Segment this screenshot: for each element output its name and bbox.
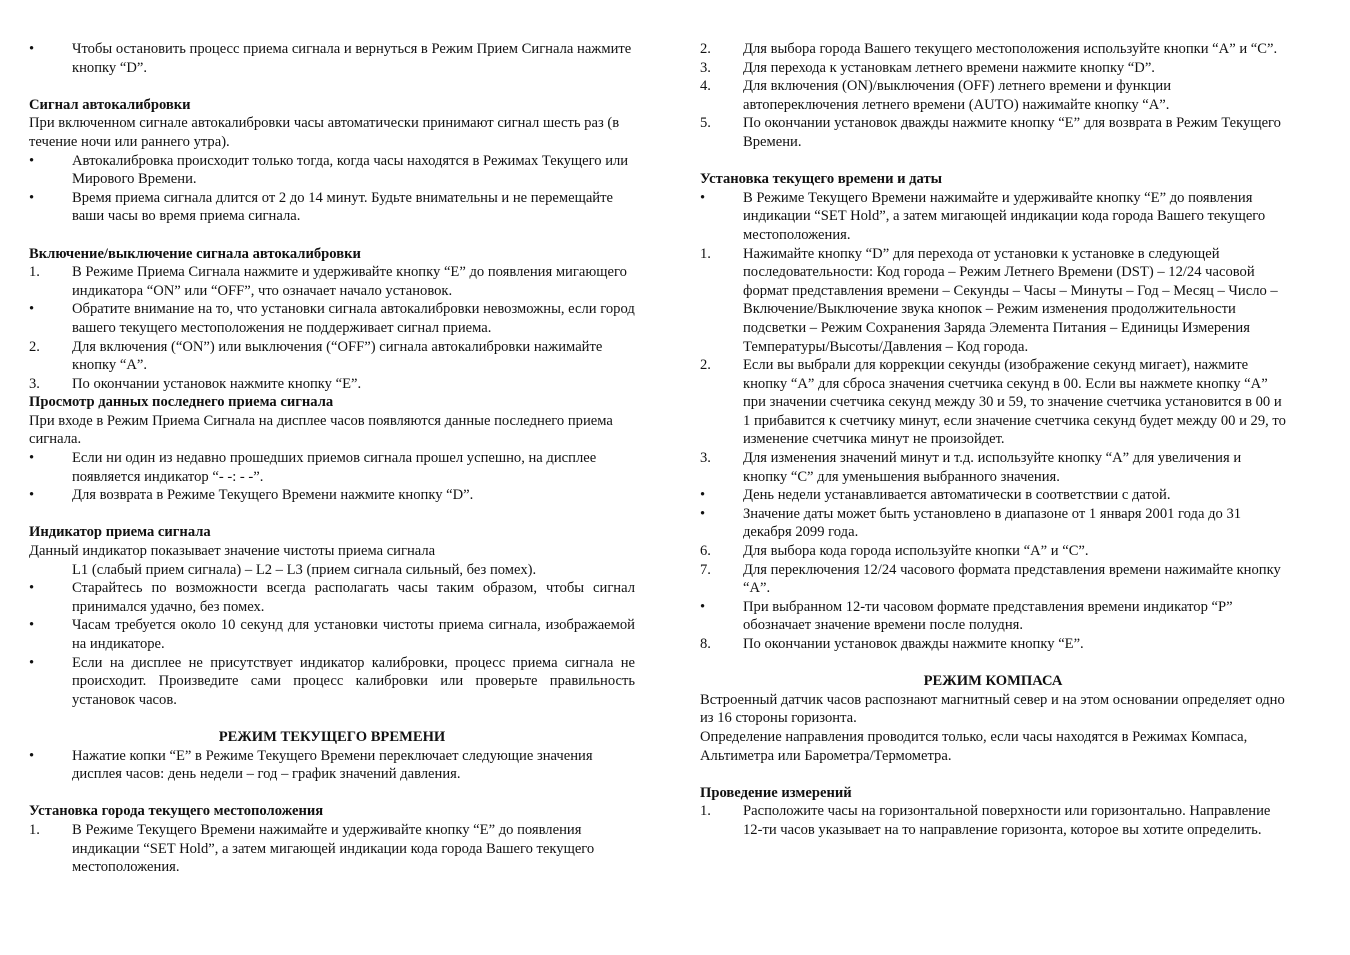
right-column — [700, 40, 1286, 840]
list-item: • Значение даты может быть установлено в диапазоне от 1 января 2001 года до 31 декабря 2099 года. — [700, 505, 1242, 541]
list-item: 1. Расположите часы на горизонтальной поверхности или горизонтально. Направление 12-ти часов указывает на то направление горизонта, которое вы хотите определить. — [700, 803, 1271, 838]
list-item: 5. По окончании установок дважды нажмите кнопку “E” для возврата в Режим Текущего Времени. — [700, 115, 1281, 150]
list-item: • Если на дисплее не присутствует индикатор калибровки, процесс приема сигнала не происходит. Произведите сами процесс калибровки или проверьте правильность установок часов. — [29, 654, 635, 708]
paragraph: L1 (слабый прием сигнала) – L2 – L3 (прием сигнала сильный, без помех). — [72, 561, 537, 578]
list-item: 6. Для выбора кода города используйте кнопки “A” и “C”. — [700, 543, 1089, 560]
list-item: 1. В Режиме Текущего Времени нажимайте и удерживайте кнопку “E” до появления индикации “SET Hold”, а затем мигающей индикации кода города Вашего текущего местоположения. — [29, 821, 595, 876]
list-item: 3. Для изменения значений минут и т.д. используйте кнопку “A” для увеличения и кнопку “C” для уменьшения выбранного значения. — [700, 450, 1242, 485]
list-item: • День недели устанавливается автоматически в соответствии с датой. — [700, 487, 1171, 504]
heading-autocalibration: Сигнал автокалибровки — [29, 96, 191, 113]
list-item: • Автокалибровка происходит только тогда, когда часы находятся в Режимах Текущего или Мирового Времени. — [29, 152, 629, 188]
heading-signal-indicator: Индикатор приема сигнала — [29, 524, 211, 541]
list-item: 3. По окончании установок нажмите кнопку “E”. — [29, 375, 362, 392]
heading-last-reception: Просмотр данных последнего приема сигнала — [29, 394, 334, 411]
list-item: 1. В Режиме Приема Сигнала нажмите и удерживайте кнопку “E” до появления мигающего индикатора “ON” или “OFF”, что означает начало установок. — [29, 264, 627, 299]
list-item: • Для возврата в Режиме Текущего Времени нажмите кнопку “D”. — [29, 487, 474, 504]
list-item: • При выбранном 12-ти часовом формате представления времени индикатор “P” обозначает значение времени после полудня. — [700, 598, 1233, 634]
list-item: 4. Для включения (ON)/выключения (OFF) летнего времени и функции автопереключения летнего времени (AUTO) нажимайте кнопку “A”. — [700, 78, 1172, 113]
list-item: • Если ни один из недавно прошедших приемов сигнала прошел успешно, на дисплее появляется индикатор “- -: - -”. — [29, 450, 597, 485]
heading-compass-mode: РЕЖИМ КОМПАСА — [923, 673, 1063, 690]
left-column — [29, 40, 635, 877]
heading-city-setting: Установка города текущего местоположения — [29, 803, 324, 820]
list-item: • Часам требуется около 10 секунд для установки чистоты приема сигнала, изображаемой на индикаторе. — [29, 617, 635, 652]
list-item: 2. Для выбора города Вашего текущего местоположения используйте кнопки “A” и “C”. — [700, 41, 1278, 57]
list-item: 2. Для включения (“ON”) или выключения (“OFF”) сигнала автокалибровки нажимайте кнопку “А”. — [29, 338, 603, 374]
heading-onoff: Включение/выключение сигнала автокалибровки — [29, 245, 361, 262]
paragraph: Данный индикатор показывает значение чистоты приема сигнала — [29, 543, 436, 560]
list-item: • Чтобы остановить процесс приема сигнала и вернуться в Режим Прием Сигнала нажмите кнопку “D”. — [29, 41, 632, 76]
list-item: 2. Если вы выбрали для коррекции секунды (изображение секунд мигает), нажмите кнопку “A” для сброса значения счетчика секунд в 00. Если вы нажмете кнопку “A” при значении счетчика секунд между 30 и 59, то значение счетчика установится в 00 и 1 прибавится к счетчику минут, если значение счетчика секунд будет между 00 и 29, то изменение счетчика минут не произойдет. — [700, 357, 1286, 448]
list-item: • В Режиме Текущего Времени нажимайте и удерживайте кнопку “E” до появления индикации “SET Hold”, а затем мигающей индикации кода города Вашего текущего местоположения. — [700, 189, 1266, 243]
list-item: • Нажатие копки “E” в Режиме Текущего Времени переключает следующие значения дисплея часов: день недели – год – график значений давления. — [29, 747, 593, 783]
list-item: 7. Для переключения 12/24 часового формата представления времени нажимайте кнопку “A”. — [700, 561, 1281, 597]
paragraph: При включенном сигнале автокалибровки часы автоматически принимают сигнал шесть раз (в течение ночи или раннего утра). — [29, 115, 620, 150]
list-item: • Старайтесь по возможности всегда располагать часы таким образом, чтобы сигнал принимался удачно, без помех. — [29, 580, 635, 615]
paragraph: Встроенный датчик часов распознают магнитный север и на этом основании определяет одно из 16 стороны горизонта. — [700, 691, 1285, 727]
list-item: 3. Для перехода к установкам летнего времени нажмите кнопку “D”. — [700, 59, 1155, 76]
paragraph: При входе в Режим Приема Сигнала на дисплее часов появляются данные последнего приема сигнала. — [29, 412, 613, 448]
list-item: 8. По окончании установок дважды нажмите кнопку “E”. — [700, 636, 1084, 652]
list-item: • Обратите внимание на то, что установки сигнала автокалибровки невозможны, если город вашего текущего местоположения не поддерживает сигнал приема. — [29, 301, 635, 336]
heading-time-date-setting: Установка текущего времени и даты — [700, 171, 943, 188]
list-item: • Время приема сигнала длится от 2 до 14 минут. Будьте внимательны и не перемещайте ваши часы во время приема сигнала. — [29, 189, 613, 225]
paragraph: Определение направления проводится только, если часы находятся в Режимах Компаса, Альтиметра или Барометра/Термометра. — [700, 728, 1248, 764]
heading-measurements: Проведение измерений — [700, 784, 852, 801]
heading-current-time-mode: РЕЖИМ ТЕКУЩЕГО ВРЕМЕНИ — [218, 728, 446, 745]
list-item: 1. Нажимайте кнопку “D” для перехода от установки к установке в следующей последовательности: Код города – Режим Летнего Времени (DST) – 12/24 часовой формат представления времени – Секунды – Часы – Минуты – Год – Месяц – Число – Включение/Выключение звука кнопок – Режим изменения продолжительности подсветки – Режим Сохранения Заряда Элемента Питания – Единицы Измерения Температуры/Высоты/Давления – Код города. — [700, 245, 1278, 355]
